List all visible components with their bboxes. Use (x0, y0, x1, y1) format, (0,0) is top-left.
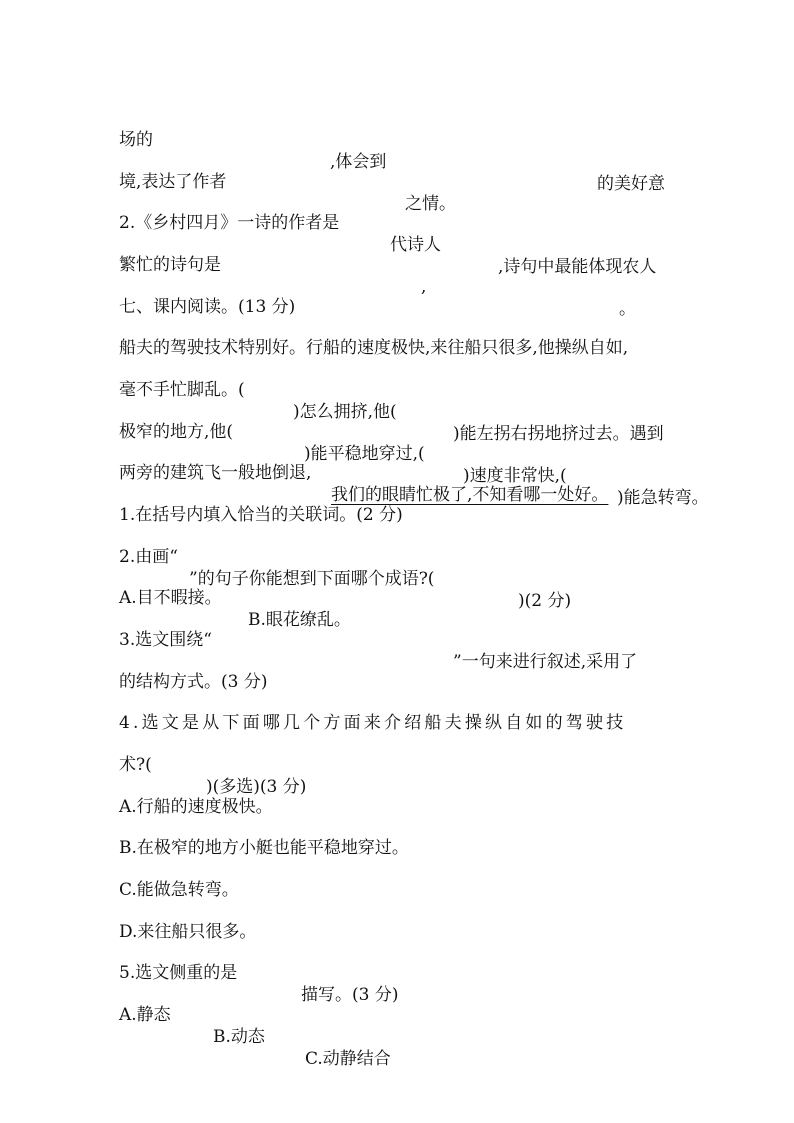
text-fragment: 的美好意 (597, 174, 665, 194)
question-3-cont (119, 649, 268, 693)
question-4 (119, 690, 627, 734)
option-c: C.动静结合 (305, 1049, 391, 1069)
text-fragment: , (421, 277, 427, 297)
option-d: D.来往船只很多。 (119, 922, 257, 942)
text-fragment: 术?( (119, 755, 152, 775)
text-fragment: ”的句子你能想到下面哪个成语?( (189, 569, 435, 589)
text-fragment: 2.《乡村四月》一诗的作者是 (119, 213, 340, 233)
option-b: B.在极窄的地方小艇也能平稳地穿过。 (119, 838, 409, 858)
text-fragment: 之情。 (405, 194, 456, 214)
text-fragment: ,诗句中最能体现农人 (498, 257, 657, 277)
text-fragment: 2.由画“ (119, 547, 178, 567)
question-4-option-b (119, 815, 409, 859)
option-a: A.目不暇接。 (119, 588, 222, 608)
underlined-sentence: 我们的眼睛忙极了,不知看哪一处好。 (331, 485, 609, 505)
text-fragment: 境,表达了作者 (119, 172, 227, 192)
text-fragment: 的结构方式。(3 分) (119, 672, 268, 692)
section-heading-reading (119, 274, 296, 318)
text-fragment: ”一句来进行叙述,采用了 (453, 652, 638, 672)
text-fragment: 描写。(3 分) (301, 985, 399, 1005)
text-fragment: 3.选文围绕“ (119, 630, 212, 650)
option-b: B.动态 (213, 1027, 265, 1047)
text-fragment: )(多选)(3 分) (206, 777, 307, 797)
text-fragment: )能急转弯。 (617, 488, 709, 508)
option-a: A.静态 (119, 1005, 171, 1025)
text-fragment: 两旁的建筑飞一般地倒退, (119, 463, 312, 483)
option-b: B.眼花缭乱。 (248, 610, 351, 630)
text-fragment: 毫不手忙脚乱。( (119, 380, 245, 400)
text-fragment: )能左拐右拐地挤过去。遇到 (453, 424, 664, 444)
text-fragment: )速度非常快,( (463, 466, 567, 486)
text-fragment: )怎么拥挤,他( (293, 402, 397, 422)
text-fragment: )能平稳地穿过,( (304, 444, 425, 464)
text-fragment: 代诗人 (390, 235, 441, 255)
text-fragment: 极窄的地方,他( (119, 422, 234, 442)
section-title: 七、课内阅读。(13 分) (119, 297, 296, 317)
option-a: A.行船的速度极快。 (119, 797, 273, 817)
text-fragment: )(2 分) (518, 591, 572, 611)
text-fragment: 场的 (119, 130, 153, 150)
text-fragment: 4.选文是从下面哪几个方面来介绍船夫操纵自如的驾驶技 (119, 713, 627, 733)
question-1 (119, 482, 403, 526)
text-fragment: ,体会到 (330, 152, 387, 172)
passage-line-1 (119, 315, 629, 359)
question-4-option-d (119, 899, 257, 943)
text-fragment: 。 (619, 299, 636, 319)
text-fragment: 船夫的驾驶技术特别好。行船的速度极快,来往船只很多,他操纵自如, (119, 338, 629, 358)
option-c: C.能做急转弯。 (119, 880, 239, 900)
text-fragment: 5.选文侧重的是 (119, 963, 238, 983)
question-4-option-c (119, 857, 239, 901)
text-fragment: 繁忙的诗句是 (119, 255, 221, 275)
text-fragment: 1.在括号内填入恰当的关联词。(2 分) (119, 505, 403, 525)
